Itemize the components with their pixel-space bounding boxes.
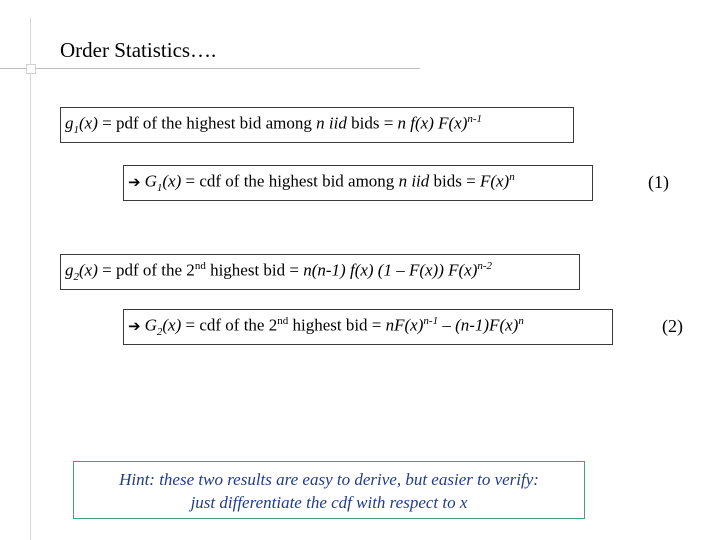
equation-label-2: (2) — [662, 316, 683, 336]
title-underline — [0, 68, 420, 69]
page-title: Order Statistics…. — [60, 38, 217, 62]
equation-label-1: (1) — [648, 172, 669, 192]
vertical-guide-line — [30, 18, 31, 540]
cdf-highest-bid-box: ➔ $G_1(x)$ = cdf of the highest bid among n iid bids = $F(x)^n$ — [123, 165, 593, 201]
cdf-second-highest-bid-box: ➔ $G_2(x)$ = cdf of the 2nd highest bid = $nF(x)^{n-1} - (n-1)F(x)^n$ — [123, 309, 613, 345]
guide-marker — [26, 64, 36, 74]
hint-box — [73, 461, 585, 519]
pdf-second-highest-bid-box: $g_2(x)$ = pdf of the 2nd highest bid = n(n-1) f(x) (1 – F(x)) $F(x)^{n-2}$ — [60, 254, 580, 290]
implies-arrow-icon: ➔ — [128, 173, 141, 192]
pdf-highest-bid-box: $g_1(x)$ = pdf of the highest bid among n iid bids = n f(x) $F(x)^{n-1}$ — [60, 107, 574, 143]
hint-line-2: just differentiate the cdf with respect to x — [190, 493, 468, 512]
hint-line-1: Hint: these two results are easy to derive, but easier to verify: — [119, 470, 539, 489]
implies-arrow-icon: ➔ — [128, 317, 141, 336]
